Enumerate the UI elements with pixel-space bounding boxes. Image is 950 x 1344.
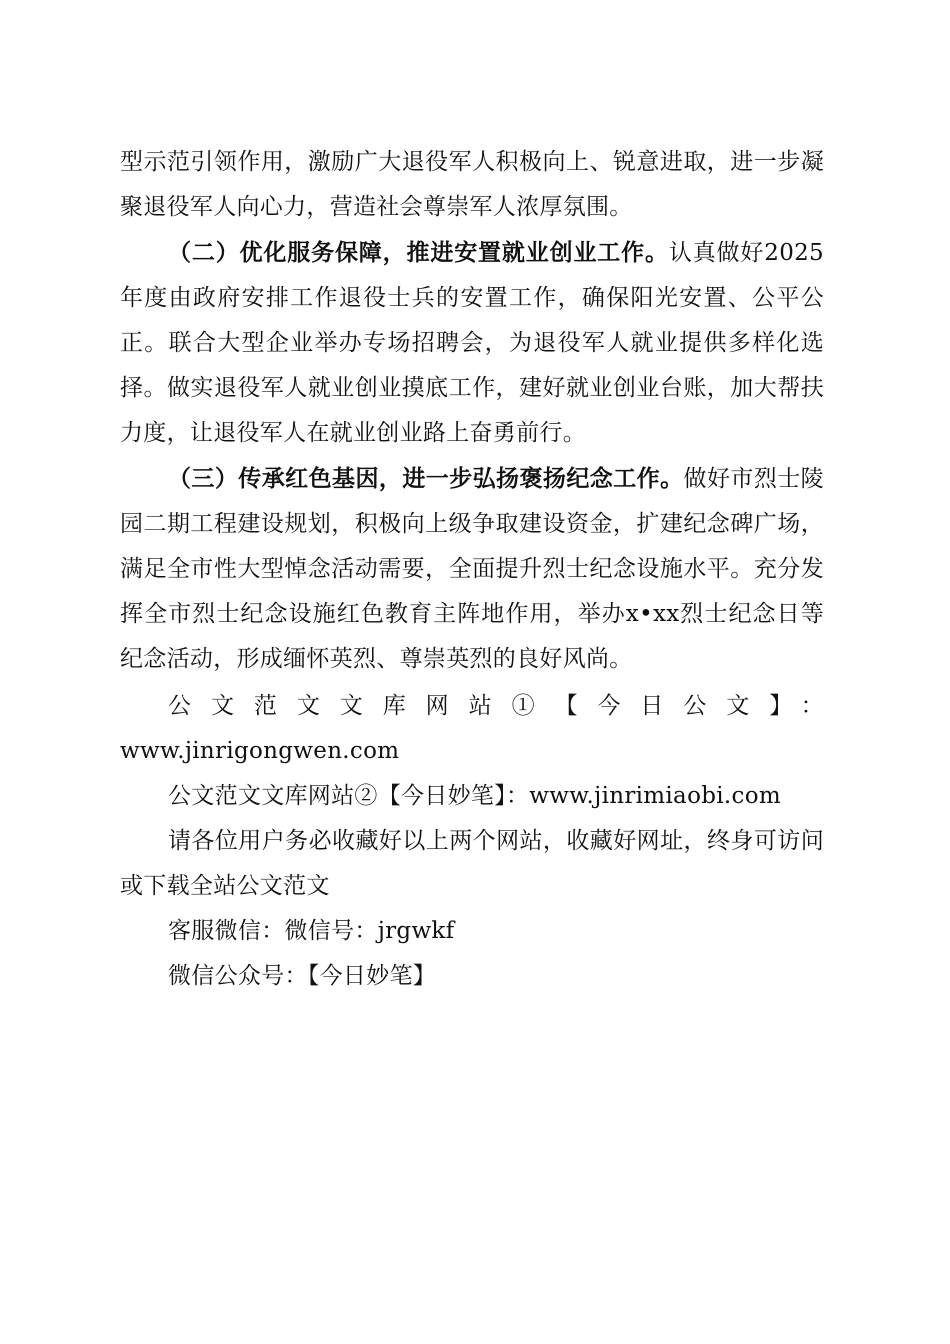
footer-site1-label: 公文范文文库网站①【今日公文】： bbox=[168, 693, 824, 719]
document-page bbox=[120, 140, 824, 999]
footer-block bbox=[120, 684, 824, 999]
footer-wechat-service: 客服微信：微信号：jrgwkf bbox=[168, 918, 455, 944]
footer-wechat-public: 微信公众号：【今日妙笔】 bbox=[168, 963, 437, 989]
section-3-heading: （三）传承红色基因，进一步弘扬褒扬纪念工作。 bbox=[168, 465, 684, 492]
section-2-heading: （二）优化服务保障，推进安置就业创业工作。 bbox=[168, 239, 669, 266]
footer-site1-url: www.jinrigongwen.com bbox=[120, 738, 400, 764]
footer-site2: 公文范文文库网站②【今日妙笔】：www.jinrimiaobi.com bbox=[168, 783, 781, 809]
section-3-paragraph bbox=[120, 456, 824, 682]
section-3-body: 做好市烈士陵园二期工程建设规划，积极向上级争取建设资金，扩建纪念碑广场，满足全市性大型悼念活动需要，全面提升烈士纪念设施水平。充分发挥全市烈士纪念设施红色教育主阵地作用，举办x•xx烈士纪念日等纪念活动，形成缅怀英烈、尊崇英烈的良好风尚。 bbox=[120, 466, 824, 672]
section-2-body: 认真做好2025年度由政府安排工作退役士兵的安置工作，确保阳光安置、公平公正。联合大型企业举办专场招聘会，为退役军人就业提供多样化选择。做实退役军人就业创业摸底工作，建好就业创业台账，加大帮扶力度，让退役军人在就业创业路上奋勇前行。 bbox=[120, 240, 824, 446]
paragraph-continued: 型示范引领作用，激励广大退役军人积极向上、锐意进取，进一步凝聚退役军人向心力，营造社会尊崇军人浓厚氛围。 bbox=[120, 149, 824, 220]
section-2-paragraph bbox=[120, 230, 824, 456]
footer-notice: 请各位用户务必收藏好以上两个网站，收藏好网址，终身可访问或下载全站公文范文 bbox=[120, 828, 824, 899]
